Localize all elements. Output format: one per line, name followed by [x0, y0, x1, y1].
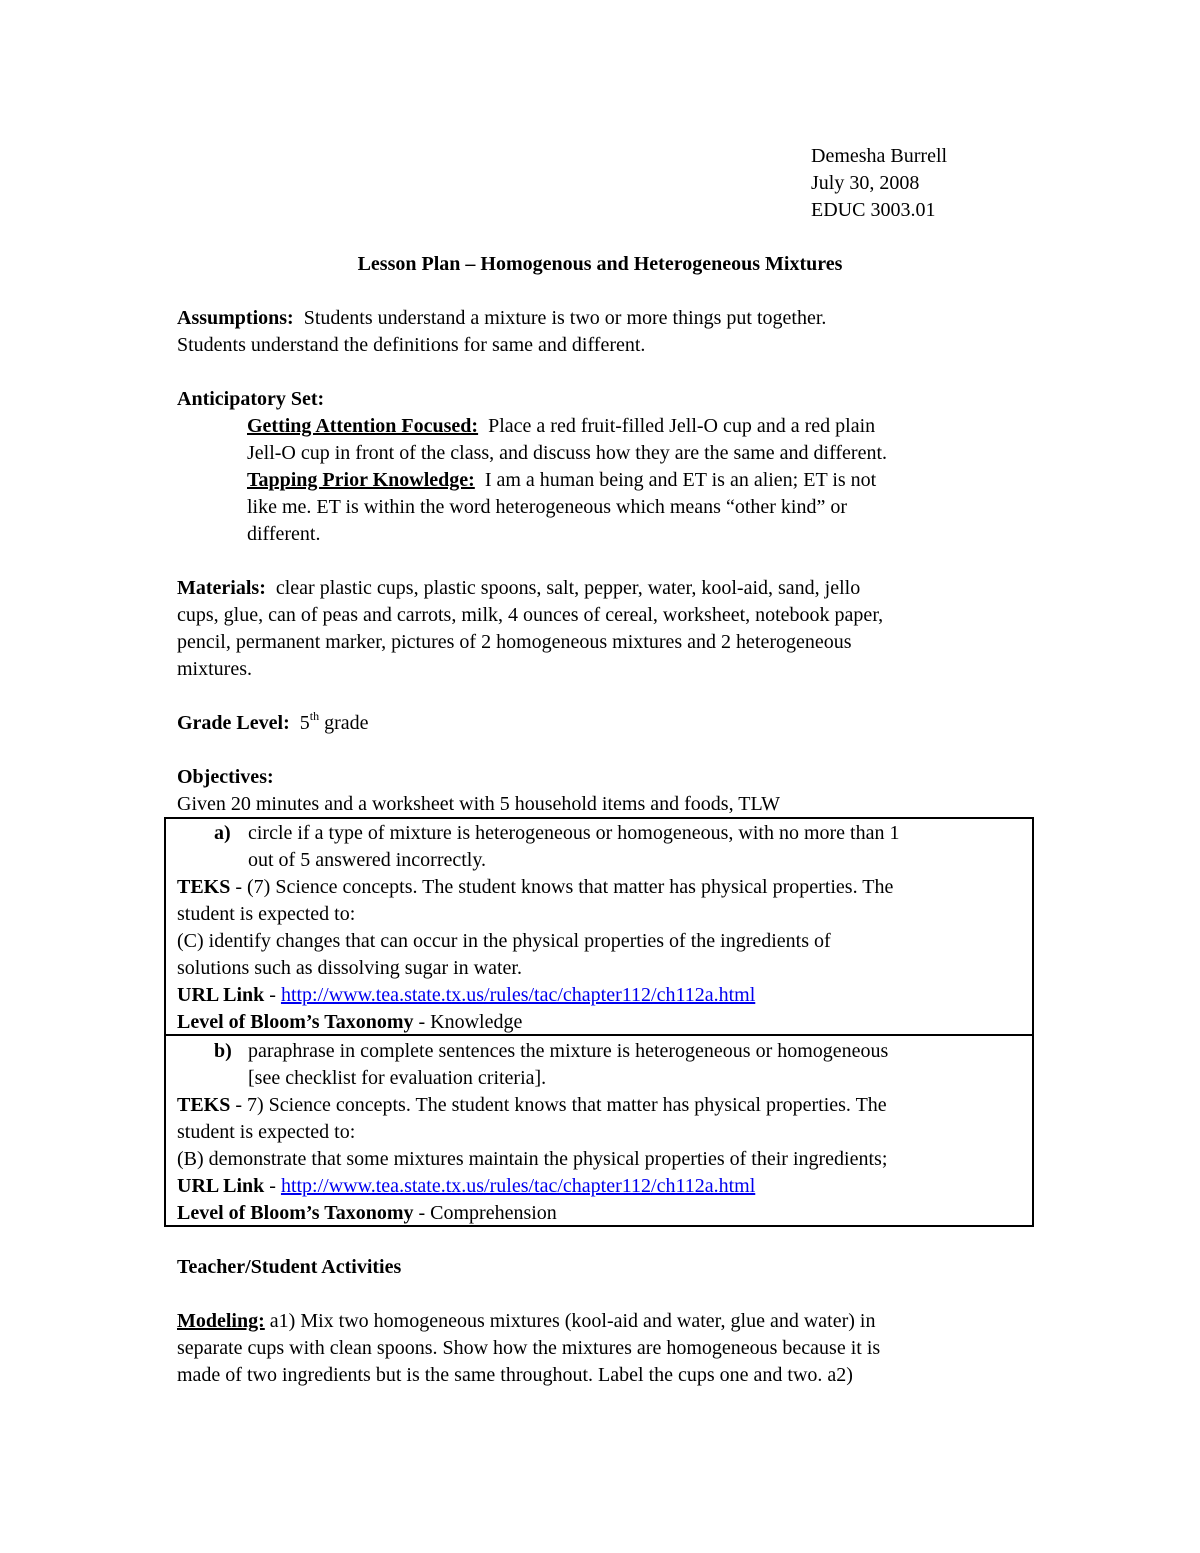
objective-a-url-label: URL Link	[177, 984, 265, 1006]
objective-b-url-row	[177, 1173, 755, 1200]
materials-text-4: mixtures.	[177, 658, 252, 680]
objective-a-url-row	[177, 982, 755, 1009]
attention-label: Getting Attention Focused:	[247, 415, 479, 437]
anticipatory-label: Anticipatory Set:	[177, 388, 325, 410]
objective-b-text-1: paraphrase in complete sentences the mixture is heterogeneous or homogeneous	[248, 1040, 889, 1062]
objective-a-teks-label: TEKS	[177, 876, 231, 898]
document-date: July 30, 2008	[811, 172, 920, 194]
modeling-text-1: a1) Mix two homogeneous mixtures (kool-aid and water, glue and water) in	[264, 1310, 876, 1332]
assumptions-text-2: Students understand the definitions for same and different.	[177, 334, 646, 356]
objective-a-teks-text-1: - (7) Science concepts. The student knows that matter has physical properties. The	[230, 876, 894, 898]
prior-text-1: I am a human being and ET is an alien; ET is not	[484, 469, 877, 491]
objective-a-box	[164, 817, 1034, 1036]
course-code: EDUC 3003.01	[811, 199, 936, 221]
assumptions-label: Assumptions:	[177, 307, 294, 329]
objective-a-bloom-row	[177, 1009, 522, 1036]
objective-a-teks-text-4: solutions such as dissolving sugar in water.	[177, 957, 522, 979]
objective-b-teks-text-3: (B) demonstrate that some mixtures maintain the physical properties of their ingredients;	[177, 1148, 888, 1170]
objectives-label: Objectives:	[177, 766, 274, 788]
grade-suffix: th	[309, 709, 320, 723]
objective-a-text-2: out of 5 answered incorrectly.	[248, 849, 487, 871]
objective-a-teks-1	[177, 874, 893, 901]
objective-b-bloom-label: Level of Bloom’s Taxonomy	[177, 1202, 414, 1224]
attention-text-1: Place a red fruit-filled Jell-O cup and a red plain	[488, 415, 876, 437]
objective-a-letter: a)	[214, 822, 231, 844]
modeling-label: Modeling:	[177, 1310, 265, 1332]
author-header	[811, 143, 947, 224]
grade-level-line	[177, 710, 369, 737]
modeling-text-2: separate cups with clean spoons. Show how the mixtures are homogeneous because it is	[177, 1337, 881, 1359]
objective-b-url-label: URL Link	[177, 1175, 265, 1197]
objectives-label-row	[177, 764, 274, 791]
materials-text-3: pencil, permanent marker, pictures of 2 homogeneous mixtures and 2 heterogeneous	[177, 631, 852, 653]
objective-b-url-link[interactable]: http://www.tea.state.tx.us/rules/tac/chapter112/ch112a.html	[280, 1175, 756, 1197]
objective-a-url-link[interactable]: http://www.tea.state.tx.us/rules/tac/chapter112/ch112a.html	[280, 984, 756, 1006]
assumptions-text-1: Students understand a mixture is two or more things put together.	[303, 307, 827, 329]
objective-b-teks-1	[177, 1092, 887, 1119]
prior-text-2: like me. ET is within the word heterogeneous which means “other kind” or	[247, 496, 848, 518]
prior-text-3: different.	[247, 523, 321, 545]
materials-text-2: cups, glue, can of peas and carrots, milk, 4 ounces of cereal, worksheet, notebook paper,	[177, 604, 884, 626]
objective-b-url-sep: -	[264, 1175, 281, 1197]
grade-word: grade	[324, 712, 369, 734]
objective-a-text-1: circle if a type of mixture is heterogeneous or homogeneous, with no more than 1	[248, 822, 900, 844]
page-title: Lesson Plan – Homogenous and Heterogeneous Mixtures	[357, 253, 843, 275]
author-name: Demesha Burrell	[811, 145, 948, 167]
prior-label: Tapping Prior Knowledge:	[247, 469, 475, 491]
materials-line-1	[177, 575, 860, 602]
grade-label: Grade Level:	[177, 712, 290, 734]
objectives-intro: Given 20 minutes and a worksheet with 5 household items and foods, TLW	[177, 793, 781, 815]
objective-b-letter: b)	[214, 1040, 232, 1062]
modeling-text-3: made of two ingredients but is the same throughout. Label the cups one and two. a2)	[177, 1364, 853, 1386]
objective-a-bloom-label: Level of Bloom’s Taxonomy	[177, 1011, 414, 1033]
objective-b-teks-label: TEKS	[177, 1094, 231, 1116]
objective-b-text-2: [see checklist for evaluation criteria].	[248, 1067, 547, 1089]
attention-line-1	[247, 413, 875, 440]
materials-label: Materials:	[177, 577, 266, 599]
anticipatory-label-row	[177, 386, 324, 413]
objective-a-teks-text-3: (C) identify changes that can occur in the physical properties of the ingredients of	[177, 930, 831, 952]
attention-text-2: Jell-O cup in front of the class, and discuss how they are the same and different.	[247, 442, 887, 464]
objective-a-bloom-value: - Knowledge	[413, 1011, 523, 1033]
activities-heading-row	[177, 1254, 401, 1281]
activities-heading: Teacher/Student Activities	[177, 1256, 402, 1278]
objective-b-teks-text-2: student is expected to:	[177, 1121, 356, 1143]
objective-a-url-sep: -	[264, 984, 281, 1006]
modeling-line-1	[177, 1308, 875, 1335]
objective-a-teks-text-2: student is expected to:	[177, 903, 356, 925]
objective-b-teks-text-1: - 7) Science concepts. The student knows that matter has physical properties. The	[230, 1094, 887, 1116]
objective-b-box	[164, 1034, 1034, 1227]
materials-text-1: clear plastic cups, plastic spoons, salt, pepper, water, kool-aid, sand, jello	[275, 577, 861, 599]
grade-number: 5	[299, 712, 310, 734]
objective-b-bloom-value: - Comprehension	[413, 1202, 557, 1224]
prior-line-1	[247, 467, 876, 494]
objective-b-bloom-row	[177, 1200, 557, 1227]
assumptions-line-1	[177, 305, 826, 332]
